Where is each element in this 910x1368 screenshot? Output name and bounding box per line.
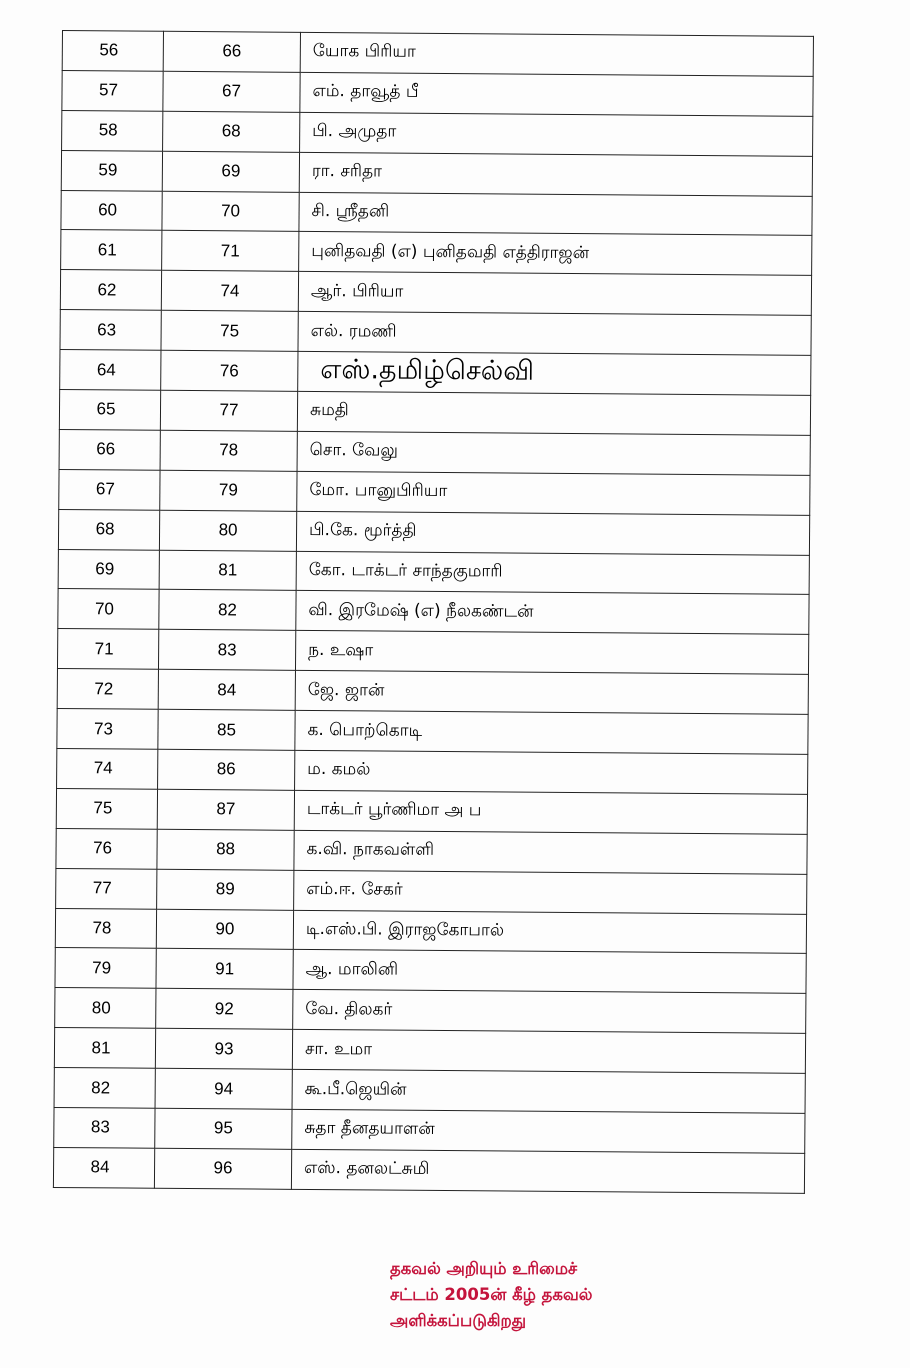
serial-number-cell: 84 — [53, 1147, 154, 1188]
name-cell: சுதா தீனதயாளன் — [292, 1109, 805, 1153]
serial-number-cell: 77 — [56, 868, 157, 909]
name-cell: வி. இரமேஷ் (எ) நீலகண்டன் — [296, 591, 809, 635]
id-number-cell: 86 — [158, 749, 295, 790]
id-number-cell: 66 — [163, 31, 300, 72]
table-row — [59, 390, 810, 436]
id-number-cell: 87 — [157, 789, 294, 830]
serial-number-cell: 70 — [58, 589, 159, 630]
id-number-cell: 74 — [161, 271, 298, 312]
table-row — [62, 110, 813, 156]
table-row — [56, 868, 807, 914]
table-row — [54, 1108, 805, 1154]
name-cell: வே. திலகர் — [293, 990, 806, 1034]
serial-number-cell: 63 — [60, 310, 161, 351]
serial-number-cell: 81 — [54, 1028, 155, 1069]
id-number-cell: 79 — [160, 470, 297, 511]
id-number-cell: 80 — [159, 510, 296, 551]
name-cell: பி.கே. மூர்த்தி — [296, 511, 809, 555]
name-cell: எஸ்.தமிழ்செல்வி — [298, 351, 811, 395]
table-row — [57, 749, 808, 795]
serial-number-cell: 57 — [62, 70, 163, 111]
name-cell: எம். தாவூத் பீ — [300, 72, 813, 116]
name-cell: டி.எஸ்.பி. இராஜகோபால் — [293, 910, 806, 954]
id-number-cell: 92 — [156, 989, 293, 1030]
serial-number-cell: 58 — [62, 110, 163, 151]
serial-number-cell: 76 — [56, 828, 157, 869]
stamp-line-3: அளிக்கப்படுகிறது — [390, 1311, 527, 1330]
serial-number-cell: 68 — [58, 509, 159, 550]
id-number-cell: 85 — [158, 709, 295, 750]
id-number-cell: 78 — [160, 430, 297, 471]
id-number-cell: 90 — [156, 909, 293, 950]
serial-number-cell: 74 — [57, 749, 158, 790]
id-number-cell: 69 — [162, 151, 299, 192]
table-row — [62, 31, 813, 77]
name-cell: மோ. பானுபிரியா — [297, 471, 810, 515]
serial-number-cell: 66 — [59, 429, 160, 470]
serial-number-cell: 72 — [57, 669, 158, 710]
name-cell: எஸ். தனலட்சுமி — [291, 1149, 804, 1193]
serial-number-cell: 80 — [55, 988, 156, 1029]
id-number-cell: 75 — [161, 311, 298, 352]
name-cell: ம. கமல் — [295, 750, 808, 794]
table-row — [61, 190, 812, 236]
id-number-cell: 77 — [160, 390, 297, 431]
names-table — [53, 30, 814, 1194]
name-cell: ஆர். பிரியா — [298, 272, 811, 316]
name-cell: எம்.ஈ. சேகர் — [294, 870, 807, 914]
serial-number-cell: 71 — [57, 629, 158, 670]
name-cell: எல். ரமணி — [298, 312, 811, 356]
id-number-cell: 71 — [162, 231, 299, 272]
id-number-cell: 93 — [155, 1029, 292, 1070]
id-number-cell: 94 — [155, 1068, 292, 1109]
name-cell: சா. உமா — [292, 1030, 805, 1074]
table-row — [54, 1068, 805, 1114]
table-row — [58, 589, 809, 635]
table-row — [53, 1147, 804, 1193]
id-number-cell: 88 — [157, 829, 294, 870]
name-cell: கோ. டாக்டர் சாந்தகுமாரி — [296, 551, 809, 595]
table-row — [56, 788, 807, 834]
serial-number-cell: 62 — [60, 270, 161, 311]
name-cell: யோக பிரியா — [300, 32, 813, 76]
table-row — [60, 270, 811, 316]
id-number-cell: 81 — [159, 550, 296, 591]
id-number-cell: 67 — [163, 71, 300, 112]
serial-number-cell: 82 — [54, 1068, 155, 1109]
serial-number-cell: 69 — [58, 549, 159, 590]
serial-number-cell: 73 — [57, 709, 158, 750]
rti-stamp — [390, 1256, 710, 1334]
id-number-cell: 82 — [159, 590, 296, 631]
serial-number-cell: 83 — [54, 1108, 155, 1149]
table-row — [61, 150, 812, 196]
table-row — [55, 988, 806, 1034]
table-row — [62, 70, 813, 116]
table-row — [60, 350, 811, 396]
serial-number-cell: 64 — [60, 350, 161, 391]
name-cell: புனிதவதி (எ) புனிதவதி எத்திராஜன் — [299, 232, 812, 276]
table-row — [55, 948, 806, 994]
serial-number-cell: 65 — [59, 390, 160, 431]
table-row — [59, 469, 810, 515]
table-row — [60, 310, 811, 356]
name-cell: பி. அமுதா — [300, 112, 813, 156]
name-cell: சி. ஸ்ரீதனி — [299, 192, 812, 236]
name-cell: ஜே. ஜான் — [295, 671, 808, 715]
id-number-cell: 84 — [158, 670, 295, 711]
serial-number-cell: 61 — [61, 230, 162, 271]
table-row — [57, 669, 808, 715]
id-number-cell: 96 — [154, 1148, 291, 1189]
id-number-cell: 76 — [161, 350, 298, 391]
name-cell: ந. உஷா — [295, 631, 808, 675]
id-number-cell: 95 — [155, 1108, 292, 1149]
name-cell: க. பொற்கொடி — [295, 710, 808, 754]
table-row — [58, 509, 809, 555]
name-cell: ரா. சரிதா — [299, 152, 812, 196]
table-row — [59, 429, 810, 475]
table-row — [61, 230, 812, 276]
id-number-cell: 70 — [162, 191, 299, 232]
names-table-body — [53, 31, 813, 1194]
id-number-cell: 89 — [157, 869, 294, 910]
table-row — [55, 908, 806, 954]
serial-number-cell: 75 — [56, 788, 157, 829]
serial-number-cell: 79 — [55, 948, 156, 989]
name-cell: சுமதி — [297, 391, 810, 435]
stamp-line-1: தகவல் அறியும் உரிமைச் — [390, 1259, 578, 1278]
serial-number-cell: 56 — [62, 31, 163, 72]
serial-number-cell: 59 — [61, 150, 162, 191]
table-row — [57, 709, 808, 755]
table-row — [56, 828, 807, 874]
table-row — [54, 1028, 805, 1074]
serial-number-cell: 67 — [59, 469, 160, 510]
name-cell: கூ.பீ.ஜெயின் — [292, 1069, 805, 1113]
names-table-wrapper — [53, 30, 814, 1194]
name-cell: டாக்டர் பூர்ணிமா அ ப — [294, 790, 807, 834]
id-number-cell: 83 — [158, 630, 295, 671]
stamp-line-2: சட்டம் 2005ன் கீழ் தகவல் — [390, 1285, 593, 1304]
name-cell: க.வி. நாகவள்ளி — [294, 830, 807, 874]
name-cell: ஆ. மாலினி — [293, 950, 806, 994]
serial-number-cell: 60 — [61, 190, 162, 231]
table-row — [58, 549, 809, 595]
id-number-cell: 91 — [156, 949, 293, 990]
id-number-cell: 68 — [163, 111, 300, 152]
serial-number-cell: 78 — [55, 908, 156, 949]
table-row — [57, 629, 808, 675]
name-cell: சொ. வேலு — [297, 431, 810, 475]
